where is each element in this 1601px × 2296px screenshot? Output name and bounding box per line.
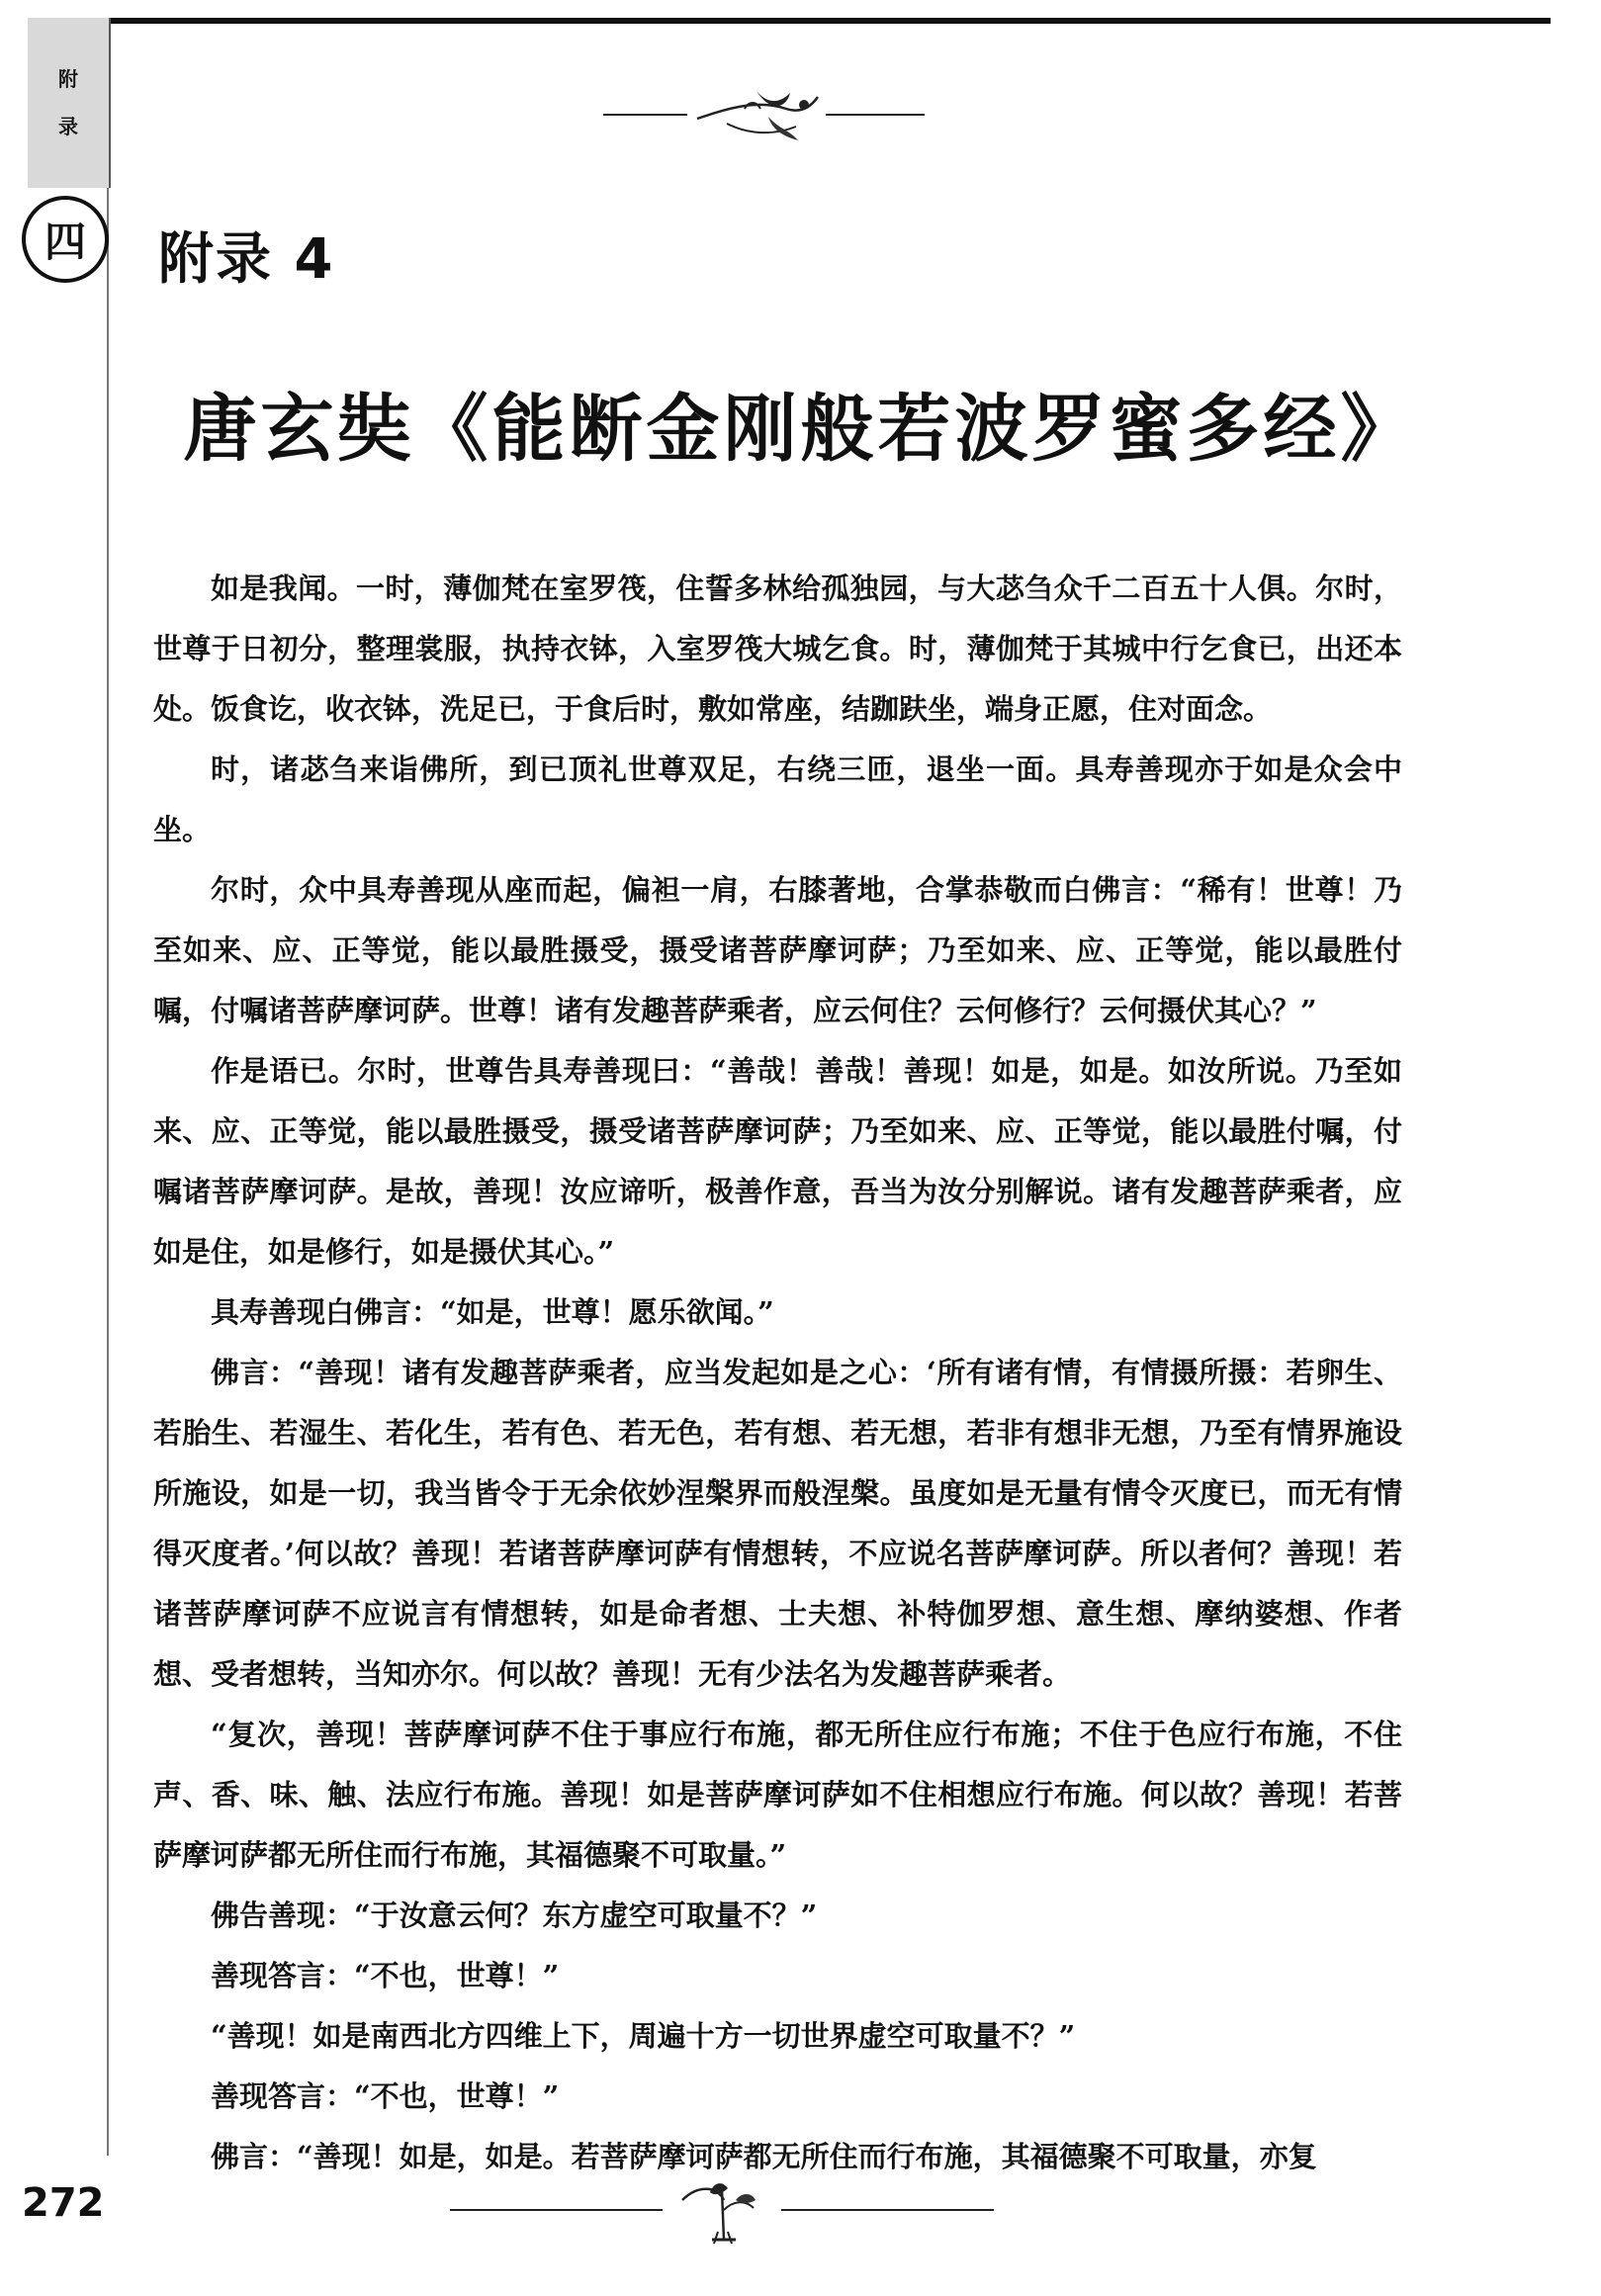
paragraph: 如是我闻。一时，薄伽梵在室罗筏，住誓多林给孤独园，与大苾刍众千二百五十人俱。尔时，世尊于日初分，整理裳服，执持衣钵，入室罗筏大城乞食。时，薄伽梵于其城中行乞食已，出还本处。饭食讫，收衣钵，洗足已，于食后时，敷如常座，结跏趺坐，端身正愿，住对面念。 xyxy=(153,572,1402,726)
orchid-ornament-icon xyxy=(663,2170,781,2250)
side-tab xyxy=(28,18,111,188)
paragraph: 尔时，众中具寿善现从座而起，偏袒一肩，右膝著地，合掌恭敬而白佛言：“稀有！世尊！乃至如来、应、正等觉，能以最胜摄受，摄受诸菩萨摩诃萨；乃至如来、应、正等觉，能以最胜付嘱，付嘱诸菩萨摩诃萨。世尊！诸有发趣菩萨乘者，应云何住？云何修行？云何摄伏其心？” xyxy=(153,873,1402,1027)
paragraph: “善现！如是南西北方四维上下，周遍十方一切世界虚空可取量不？” xyxy=(211,2019,1076,2053)
side-tab-char-1: 附 xyxy=(58,67,78,91)
flower-ornament-icon xyxy=(687,79,826,150)
paragraph: 善现答言：“不也，世尊！” xyxy=(211,2079,560,2113)
side-rule xyxy=(107,188,109,2156)
page-number: 272 xyxy=(22,2180,105,2226)
paragraph: 佛言：“善现！诸有发趣菩萨乘者，应当发起如是之心：‘所有诸有情，有情摄所摄：若卵生、若胎生、若湿生、若化生，若有色、若无色，若有想、若无想，若非有想非无想，乃至有情界施设所施设，如是一切，我当皆令于无余依妙涅槃界而般涅槃。虽度如是无量有情令灭度已，而无有情得灭度者。’何以故？善现！若诸菩萨摩诃萨有情想转，不应说名菩萨摩诃萨。所以者何？善现！若诸菩萨摩诃萨不应说言有情想转，如是命者想、士夫想、补特伽罗想、意生想、摩纳婆想、作者想、受者想转，当知亦尔。何以故？善现！无有少法名为发趣菩萨乘者。 xyxy=(153,1356,1402,1691)
chapter-number-badge xyxy=(22,196,109,283)
paragraph: 时，诸苾刍来诣佛所，到已顶礼世尊双足，右绕三匝，退坐一面。具寿善现亦于如是众会中坐。 xyxy=(153,752,1402,846)
appendix-label: 附录 4 xyxy=(158,227,335,292)
paragraph: 佛告善现：“于汝意云何？东方虚空可取量不？” xyxy=(211,1899,818,1932)
paragraph: 佛言：“善现！如是，如是。若菩萨摩诃萨都无所住而行布施，其福德聚不可取量，亦复 xyxy=(211,2140,1317,2173)
paragraph: 具寿善现白佛言：“如是，世尊！愿乐欲闻。” xyxy=(211,1295,774,1329)
side-tab-char-2: 录 xyxy=(58,115,78,138)
paragraph: “复次，善现！菩萨摩诃萨不住于事应行布施，都无所住应行布施；不住于色应行布施，不住声、香、味、触、法应行布施。善现！如是菩萨摩诃萨如不住相想应行布施。何以故？善现！若菩萨摩诃萨都无所住而行布施，其福德聚不可取量。” xyxy=(153,1718,1402,1872)
top-rule xyxy=(28,18,1551,24)
paragraph: 善现答言：“不也，世尊！” xyxy=(211,1959,560,1992)
page-title: 唐玄奘《能断金刚般若波罗蜜多经》 xyxy=(183,387,1418,472)
footer-ornament xyxy=(450,2170,994,2250)
header-ornament xyxy=(603,79,925,150)
body-text xyxy=(153,559,1402,2187)
paragraph: 作是语已。尔时，世尊告具寿善现曰：“善哉！善哉！善现！如是，如是。如汝所说。乃至如来、应、正等觉，能以最胜摄受，摄受诸菩萨摩诃萨；乃至如来、应、正等觉，能以最胜付嘱，付嘱诸菩萨摩诃萨。是故，善现！汝应谛听，极善作意，吾当为汝分别解说。诸有发趣菩萨乘者，应如是住，如是修行，如是摄伏其心。” xyxy=(153,1054,1402,1269)
chapter-number: 四 xyxy=(44,218,86,266)
